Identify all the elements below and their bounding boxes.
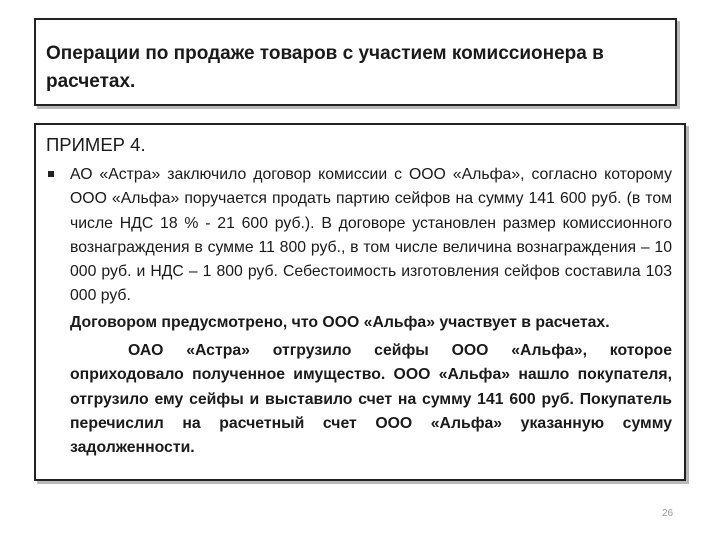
- bullet-item: [46, 163, 672, 461]
- paragraph-settlement-note: Договором предусмотрено, что ООО «Альфа» участвует в расчетах.: [70, 313, 610, 331]
- content-box: [34, 123, 686, 481]
- paragraph-shipment: ОАО «Астра» отгрузило сейфы ООО «Альфа», которое оприходовало полученное имущество. ООО «Альфа» нашло покупателя, отгрузило ему сейфы и выставило счет на сумму 141 600 руб. Покупатель перечислил на расчетный счет ООО «Альфа» указанную сумму задолженности.: [70, 342, 672, 457]
- square-bullet-icon: [48, 171, 54, 177]
- paragraph-contract: АО «Астра» заключило договор комиссии с ООО «Альфа», согласно которому ООО «Альфа» поручается продать партию сейфов на сумму 141 600 руб. (в том числе НДС 18 % - 21 600 руб.). В договоре установлен размер комиссионного вознаграждения в сумме 11 800 руб., в том числе величина вознаграждения – 10 000 руб. и НДС – 1 800 руб. Себестоимость изготовления сейфов составила 103 000 руб.: [70, 166, 672, 305]
- slide-title: Операции по продаже товаров с участием комиссионера в расчетах.: [46, 43, 604, 92]
- example-heading: ПРИМЕР 4.: [46, 134, 146, 155]
- title-box: [34, 18, 677, 106]
- page-number: 26: [662, 508, 674, 519]
